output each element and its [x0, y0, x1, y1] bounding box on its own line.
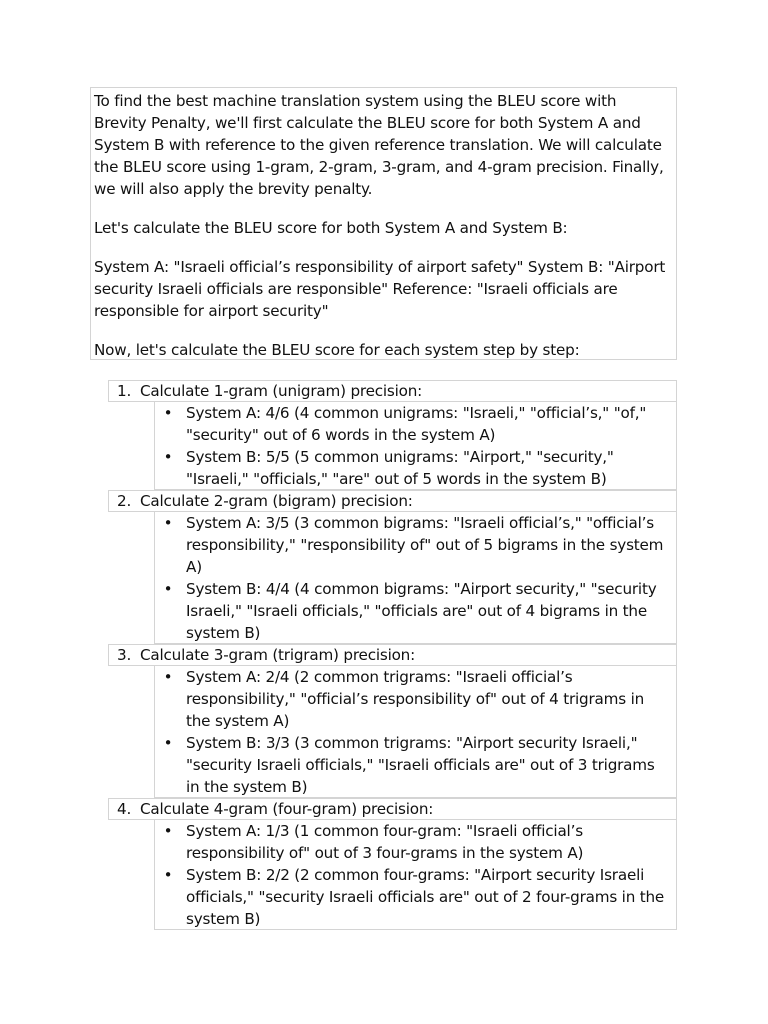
- intro-paragraph: Now, let's calculate the BLEU score for each system step by step:: [94, 341, 580, 359]
- list-item-text: System A: 2/4 (2 common trigrams: "Israeli official’s responsibility," "official’s responsibility of" out of 4 trigrams in the system A): [186, 668, 645, 730]
- step-details: [154, 402, 677, 490]
- step-details: [154, 666, 677, 798]
- list-item: [163, 732, 670, 798]
- bullet-icon: •: [163, 668, 173, 686]
- systems-paragraph: System A: "Israeli official’s responsibility of airport safety" System B: "Airport security Israeli officials are responsible" Reference: "Israeli officials are responsible for airport security": [94, 258, 666, 320]
- list-item: [163, 666, 670, 732]
- step-title: Calculate 1-gram (unigram) precision:: [140, 382, 423, 400]
- list-item-text: System B: 3/3 (3 common trigrams: "Airport security Israeli," "security Israeli officials," "Israeli officials are" out of 3 trigrams in the system B): [186, 734, 655, 796]
- step-title: Calculate 4-gram (four-gram) precision:: [140, 800, 434, 818]
- step-details: [154, 820, 677, 930]
- list-item-text: System B: 5/5 (5 common unigrams: "Airport," "security," "Israeli," "officials," "are" out of 5 words in the system B): [186, 448, 614, 488]
- bullet-icon: •: [163, 822, 173, 840]
- step-details: [154, 512, 677, 644]
- step-title: Calculate 2-gram (bigram) precision:: [140, 492, 413, 510]
- step-number: 1.: [117, 382, 132, 400]
- list-item: [163, 820, 670, 864]
- list-item-text: System B: 2/2 (2 common four-grams: "Airport security Israeli officials," "security Israeli officials are" out of 2 four-grams in the system B): [186, 866, 665, 928]
- step-heading: [108, 798, 677, 820]
- bullet-icon: •: [163, 580, 173, 598]
- bullet-icon: •: [163, 734, 173, 752]
- step-heading: [108, 380, 677, 402]
- list-item: [163, 402, 670, 446]
- intro-paragraph: To find the best machine translation system using the BLEU score with Brevity Penalty, we'll first calculate the BLEU score for both System A and System B with reference to the given reference translation. We will calculate the BLEU score using 1-gram, 2-gram, 3-gram, and 4-gram precision. Finally, we will also apply the brevity penalty.: [94, 92, 664, 198]
- bullet-icon: •: [163, 404, 173, 422]
- intro-box: [90, 87, 677, 360]
- step-number: 3.: [117, 646, 132, 664]
- bullet-icon: •: [163, 866, 173, 884]
- list-item: [163, 864, 670, 930]
- list-item-text: System B: 4/4 (4 common bigrams: "Airport security," "security Israeli," "Israeli officials," "officials are" out of 4 bigrams in the system B): [186, 580, 657, 642]
- step-heading: [108, 644, 677, 666]
- bullet-icon: •: [163, 514, 173, 532]
- list-item: [163, 578, 670, 644]
- list-item-text: System A: 1/3 (1 common four-gram: "Israeli official’s responsibility of" out of 3 four-grams in the system A): [186, 822, 584, 862]
- step-number: 2.: [117, 492, 132, 510]
- list-item: [163, 512, 670, 578]
- step-title: Calculate 3-gram (trigram) precision:: [140, 646, 416, 664]
- step-heading: [108, 490, 677, 512]
- list-item: [163, 446, 670, 490]
- intro-paragraph: Let's calculate the BLEU score for both System A and System B:: [94, 219, 568, 237]
- bullet-icon: •: [163, 448, 173, 466]
- list-item-text: System A: 4/6 (4 common unigrams: "Israeli," "official’s," "of," "security" out of 6 words in the system A): [186, 404, 647, 444]
- step-number: 4.: [117, 800, 132, 818]
- list-item-text: System A: 3/5 (3 common bigrams: "Israeli official’s," "official’s responsibility," "responsibility of" out of 5 bigrams in the system A): [186, 514, 664, 576]
